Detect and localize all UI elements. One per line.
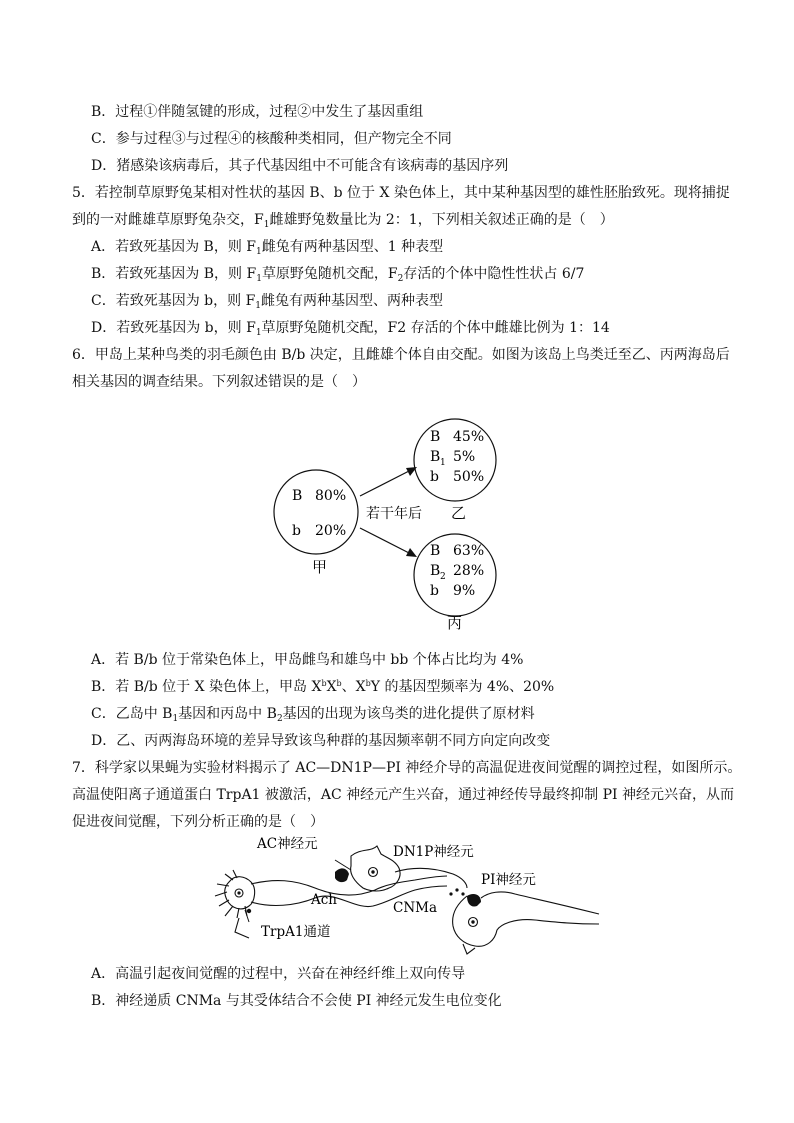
- q5-option-d: D．若致死基因为 b，则 $F_1$草原野兔随机交配，F2 存活的个体中雌雄比例为 1：14: [91, 320, 610, 338]
- yi-allele-B: B: [430, 429, 441, 445]
- q4-option-b: B．过程①伴随氢键的形成，过程②中发生了基因重组: [91, 104, 424, 120]
- trpa1-label: TrpA1通道: [261, 924, 331, 940]
- yi-allele-B1: B: [430, 449, 441, 465]
- yi-freq-b: 50%: [453, 469, 485, 485]
- bing-freq-B: 63%: [453, 543, 485, 559]
- q6-option-a: A．若 B/b 位于常染色体上，甲岛雌鸟和雄鸟中 bb 个体占比均为 4%: [91, 652, 524, 668]
- bing-freq-B2: 28%: [453, 563, 485, 579]
- q6-option-c: C．乙岛中 $B_1$基因和丙岛中 $B_2$基因的出现为该鸟类的进化提供了原材料: [91, 706, 535, 724]
- bing-allele-B2: B: [430, 563, 441, 579]
- q7-stem-line1: 7．科学家以果蝇为实验材料揭示了 AC—DN1P—PI 神经介导的高温促进夜间觉醒的调控过程，如图所示。: [72, 760, 742, 776]
- q6-option-b: B．若 B/b 位于 X 染色体上，甲岛 $X^bX^b$、$X^bY$ 的基因型频率为 4%、20%: [91, 679, 555, 695]
- jia-freq-B: 80%: [315, 488, 347, 504]
- q4-option-d: D．猪感染该病毒后，其子代基因组中不可能含有该病毒的基因序列: [91, 158, 509, 174]
- q5-option-c: C．若致死基因为 b，则 $F_1$雌兔有两种基因型、两种表型: [91, 293, 444, 311]
- yi-freq-B1: 5%: [453, 449, 476, 465]
- jia-allele-B: B: [292, 488, 303, 504]
- q7-stem-line2: 高温使阳离子通道蛋白 TrpA1 被激活，AC 神经元产生兴奋，通过神经传导最终抑制 PI 神经元兴奋，从而: [72, 787, 735, 803]
- q7-option-b: B．神经递质 CNMa 与其受体结合不会使 PI 神经元发生电位变化: [91, 993, 502, 1009]
- neuron-diagram: [205, 832, 605, 957]
- q5-option-a: A．若致死基因为 B，则 $F_1$雌兔有两种基因型、1 种表型: [91, 239, 444, 257]
- q6-option-d: D．乙、丙两海岛环境的差异导致该鸟种群的基因频率朝不同方向定向改变: [91, 733, 551, 749]
- bing-allele-b: b: [430, 583, 439, 599]
- q5-stem-line2: 到的一对雌雄草原野兔杂交，$F_1$雌雄野兔数量比为 2：1，下列相关叙述正确的是（ ）: [72, 212, 614, 230]
- ach-label: Ach: [311, 892, 338, 908]
- q5-option-b: B．若致死基因为 B，则 $F_1$草原野兔随机交配，$F_2$存活的个体中隐性性状占 6/7: [91, 266, 585, 284]
- arrow-label: 若干年后: [366, 506, 422, 522]
- yi-allele-B1-sub: 1: [440, 458, 446, 468]
- bing-allele-B2-sub: 2: [440, 572, 446, 582]
- bing-freq-b: 9%: [453, 583, 476, 599]
- q6-stem-line1: 6．甲岛上某种鸟类的羽毛颜色由 B/b 决定，且雌雄个体自由交配。如图为该岛上鸟类迁至乙、丙两海岛后: [72, 347, 730, 363]
- yi-allele-b: b: [430, 469, 439, 485]
- jia-allele-b: b: [292, 523, 301, 539]
- island-jia: [274, 470, 358, 576]
- q7-stem-line3: 促进夜间觉醒，下列分析正确的是（ ）: [72, 814, 324, 830]
- island-bing: [414, 534, 496, 632]
- jia-freq-b: 20%: [315, 523, 347, 539]
- q7-option-a: A．高温引起夜间觉醒的过程中，兴奋在神经纤维上双向传导: [91, 966, 466, 982]
- bing-label: 丙: [447, 614, 463, 632]
- cnma-label: CNMa: [393, 900, 438, 916]
- yi-label: 乙: [451, 504, 467, 522]
- q5-stem-line1: 5．若控制草原野兔某相对性状的基因 B、b 位于 X 染色体上，其中某种基因型的雄性胚胎致死。现将捕捉: [72, 185, 730, 201]
- dn1p-neuron-label: DN1P神经元: [393, 844, 474, 860]
- island-yi: [414, 419, 496, 522]
- bing-allele-B: B: [430, 543, 441, 559]
- ac-neuron-label: AC神经元: [257, 836, 318, 852]
- q4-option-c: C．参与过程③与过程④的核酸种类相同，但产物完全不同: [91, 131, 452, 147]
- pi-neuron-label: PI神经元: [481, 872, 536, 888]
- q6-stem-line2: 相关基因的调查结果。下列叙述错误的是（ ）: [72, 374, 366, 390]
- jia-label: 甲: [312, 558, 328, 576]
- yi-freq-B: 45%: [453, 429, 485, 445]
- gene-frequency-diagram: [270, 410, 510, 635]
